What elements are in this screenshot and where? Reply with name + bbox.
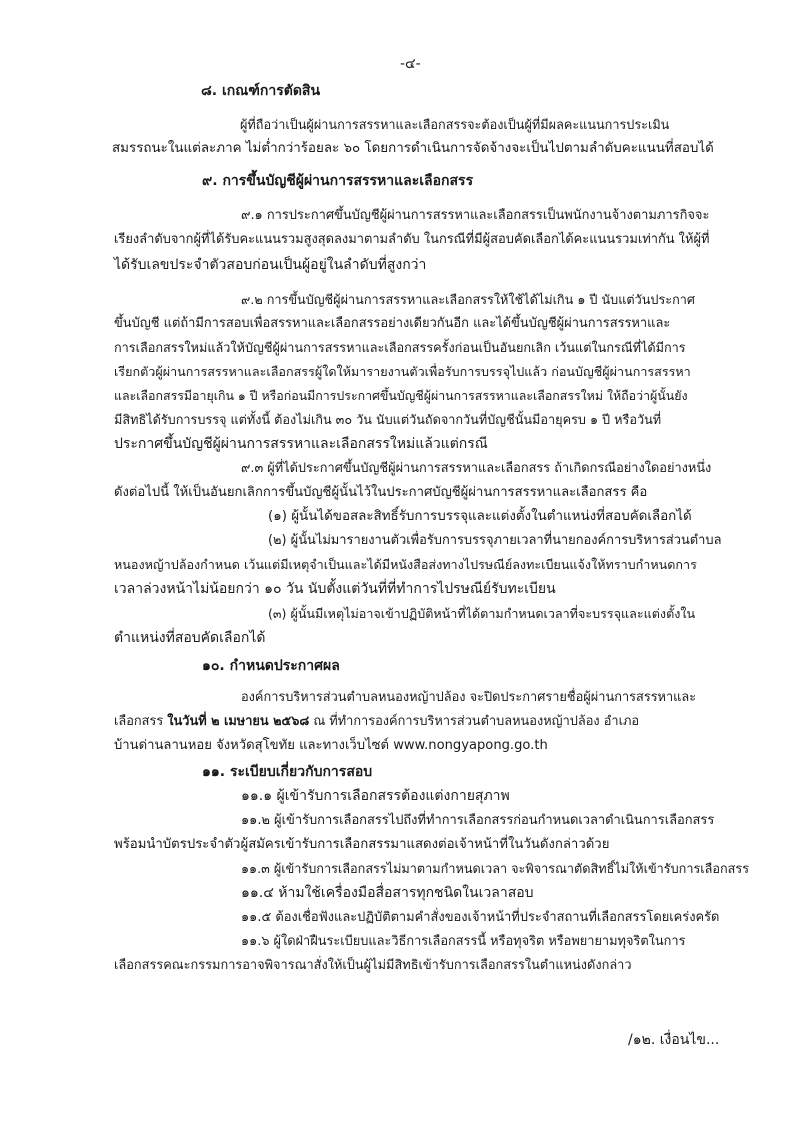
paragraph-9-2-line: ๙.๒ การขึ้นบัญชีผู้ผ่านการสรรหาและเลือกสรรให้ใช้ได้ไม่เกิน ๑ ปี นับแต่วันประกาศ <box>241 292 695 307</box>
announcement-date: ในวันที่ ๒ เมษายน ๒๕๖๘ <box>167 714 310 729</box>
section-8-line: สมรรถนะในแต่ละภาค ไม่ต่ำกว่าร้อยละ ๖๐ โดยการดำเนินการจัดจ้างจะเป็นไปตามลำดับคะแนนที่สอบได้ <box>112 141 714 156</box>
condition-item-1: (๑) ผู้นั้นได้ขอสละสิทธิ์รับการบรรจุและแต่งตั้งในตำแหน่งที่สอบคัดเลือกได้ <box>268 509 692 524</box>
page-number: -๔- <box>400 56 421 72</box>
exam-rule-1: ๑๑.๑ ผู้เข้ารับการเลือกสรรต้องแต่งกายสุภาพ <box>241 788 510 804</box>
announcement-text: เลือกสรร <box>114 714 168 729</box>
section-8-heading: ๘. เกณฑ์การตัดสิน <box>201 83 321 99</box>
exam-rule-6-line: ๑๑.๖ ผู้ใดฝ่าฝืนระเบียบและวิธีการเลือกสรรนี้ หรือทุจริต หรือพยายามทุจริตในการ <box>241 934 686 949</box>
section-10-line <box>114 712 639 732</box>
announcement-text: ณ ที่ทำการองค์การบริหารส่วนตำบลหนองหญ้าปล้อง อำเภอ <box>309 714 640 729</box>
section-10-line: องค์การบริหารส่วนตำบลหนองหญ้าปล้อง จะปิดประกาศรายชื่อผู้ผ่านการสรรหาและ <box>241 690 697 705</box>
paragraph-9-1-line: ได้รับเลขประจำตัวสอบก่อนเป็นผู้อยู่ในลำดับที่สูงกว่า <box>114 257 427 273</box>
exam-rule-2-line: พร้อมนำบัตรประจำตัวผู้สมัครเข้ารับการเลือกสรรมาแสดงต่อเจ้าหน้าที่ในวันดังกล่าวด้วย <box>114 837 610 852</box>
paragraph-9-2-line: การเลือกสรรใหม่แล้วให้บัญชีผู้ผ่านการสรรหาและเลือกสรรครั้งก่อนเป็นอันยกเลิก เว้นแต่ในกรณีที่ได้มีการ <box>114 340 686 355</box>
section-10-line: บ้านด่านลานหอย จังหวัดสุโขทัย และทางเว็บไซต์ www.nongyapong.go.th <box>114 738 548 753</box>
paragraph-9-1-line: ๙.๑ การประกาศขึ้นบัญชีผู้ผ่านการสรรหาและเลือกสรรเป็นพนักงานจ้างตามภารกิจจะ <box>241 208 710 223</box>
exam-rule-2-line: ๑๑.๒ ผู้เข้ารับการเลือกสรรไปถึงที่ทำการเลือกสรรก่อนกำหนดเวลาดำเนินการเลือกสรร <box>241 813 715 828</box>
condition-item-2-line: (๒) ผู้นั้นไม่มารายงานตัวเพื่อรับการบรรจุภายเวลาที่นายกองค์การบริหารส่วนตำบล <box>268 533 722 548</box>
paragraph-9-3-line: ดังต่อไปนี้ ให้เป็นอันยกเลิกการขึ้นบัญชีผู้นั้นไว้ในประกาศบัญชีผู้ผ่านการสรรหาและเลือกสรร คือ <box>114 485 648 500</box>
section-8-line: ผู้ที่ถือว่าเป็นผู้ผ่านการสรรหาและเลือกสรรจะต้องเป็นผู้ที่มีผลคะแนนการประเมิน <box>240 117 670 132</box>
paragraph-9-2-line: มีสิทธิได้รับการบรรจุ แต่ทั้งนี้ ต้องไม่เกิน ๓๐ วัน นับแต่วันถัดจากวันที่บัญชีนั้นมีอายุครบ ๑ ปี หรือวันที่ <box>114 412 662 427</box>
exam-rule-5: ๑๑.๕ ต้องเชื่อฟังและปฏิบัติตามคำสั่งของเจ้าหน้าที่ประจำสถานที่เลือกสรรโดยเคร่งครัด <box>241 910 720 925</box>
paragraph-9-2-line: เรียกตัวผู้ผ่านการสรรหาและเลือกสรรผู้ใดให้มารายงานตัวเพื่อรับการบรรจุไปแล้ว ก่อนบัญชีผู้ผ่านการสรรหา <box>114 364 691 379</box>
condition-item-2-line: หนองหญ้าปล้องกำหนด เว้นแต่มีเหตุจำเป็นและได้มีหนังสือส่งทางไปรษณีย์ลงทะเบียนแจ้งให้ทราบกำหนดการ <box>114 557 697 572</box>
condition-item-3-line: (๓) ผู้นั้นมีเหตุไม่อาจเข้าปฏิบัติหน้าที่ได้ตามกำหนดเวลาที่จะบรรจุและแต่งตั้งใน <box>268 606 696 621</box>
paragraph-9-3-line: ๙.๓ ผู้ที่ได้ประกาศขึ้นบัญชีผู้ผ่านการสรรหาและเลือกสรร ถ้าเกิดกรณีอย่างใดอย่างหนึ่ง <box>241 461 712 476</box>
condition-item-3-line: ตำแหน่งที่สอบคัดเลือกได้ <box>114 630 266 646</box>
paragraph-9-2-line: ขึ้นบัญชี แต่ถ้ามีการสอบเพื่อสรรหาและเลือกสรรอย่างเดียวกันอีก และได้ขึ้นบัญชีผู้ผ่านการสรรหาและ <box>114 316 671 331</box>
exam-rule-3: ๑๑.๓ ผู้เข้ารับการเลือกสรรไม่มาตามกำหนดเวลา จะพิจารณาตัดสิทธิ์ไม่ให้เข้ารับการเลือกสรร <box>241 861 750 876</box>
continuation-marker: /๑๒. เงื่อนไข... <box>628 1032 720 1048</box>
paragraph-9-2-line: และเลือกสรรมีอายุเกิน ๑ ปี หรือก่อนมีการประกาศขึ้นบัญชีผู้ผ่านการสรรหาและเลือกสรรใหม่ ให้ถือว่าผู้นั้นยัง <box>114 388 688 403</box>
paragraph-9-2-line: ประกาศขึ้นบัญชีผู้ผ่านการสรรหาและเลือกสรรใหม่แล้วแต่กรณี <box>114 436 488 452</box>
section-11-heading: ๑๑. ระเบียบเกี่ยวกับการสอบ <box>202 764 373 780</box>
exam-rule-6-line: เลือกสรรคณะกรรมการอาจพิจารณาสั่งให้เป็นผู้ไม่มีสิทธิเข้ารับการเลือกสรรในตำแหน่งดังกล่าว <box>114 958 632 973</box>
condition-item-2-line: เวลาล่วงหน้าไม่น้อยกว่า ๑๐ วัน นับตั้งแต่วันที่ที่ทำการไปรษณีย์รับทะเบียน <box>114 581 556 597</box>
section-9-heading: ๙. การขึ้นบัญชีผู้ผ่านการสรรหาและเลือกสรร <box>202 173 474 189</box>
paragraph-9-1-line: เรียงลำดับจากผู้ที่ได้รับคะแนนรวมสูงสุดลงมาตามลำดับ ในกรณีที่มีผู้สอบคัดเลือกได้คะแนนรวมเท่ากัน ให้ผู้ที่ <box>114 232 710 247</box>
section-10-heading: ๑๐. กำหนดประกาศผล <box>202 658 340 674</box>
exam-rule-4: ๑๑.๔ ห้ามใช้เครื่องมือสื่อสารทุกชนิดในเวลาสอบ <box>241 885 534 901</box>
